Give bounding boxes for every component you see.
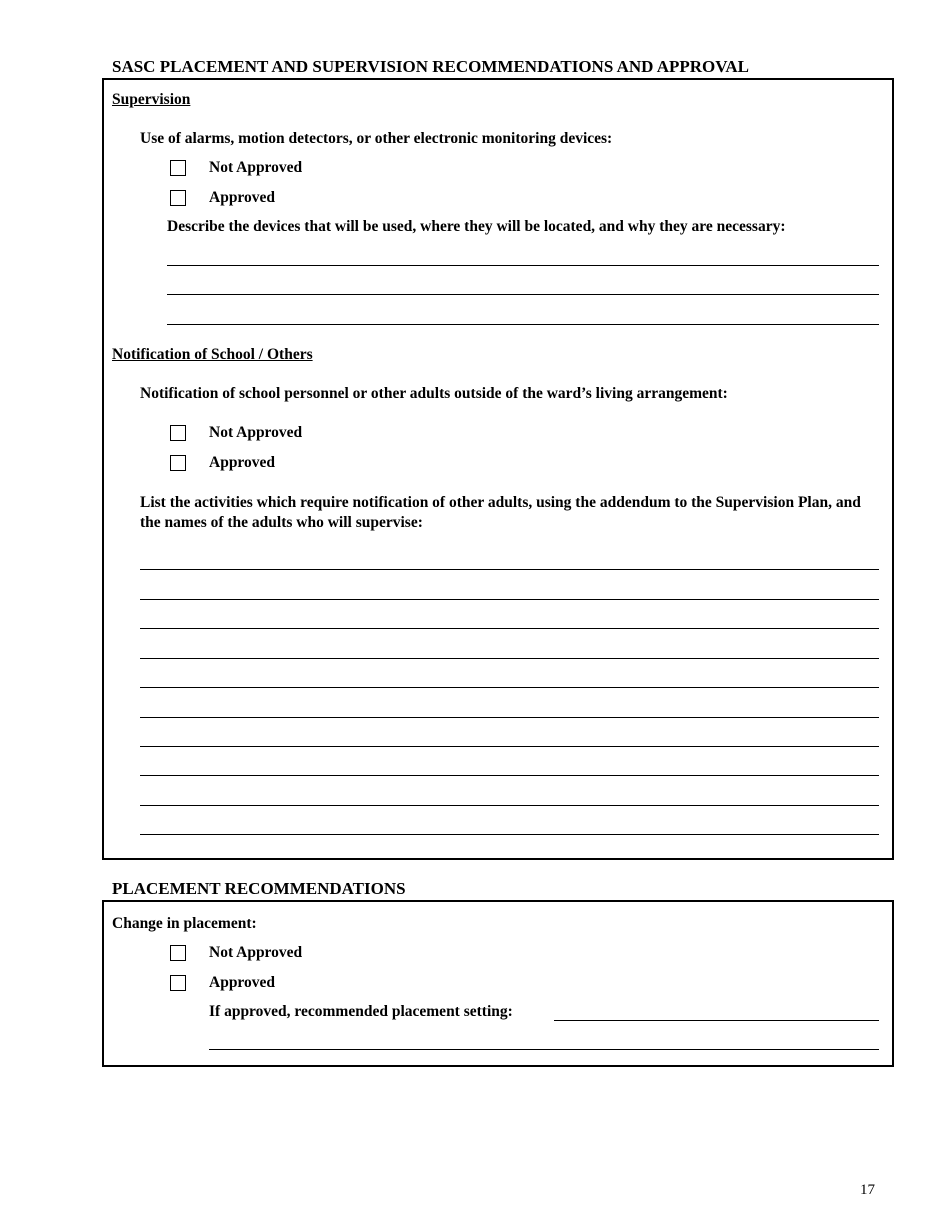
- placement-setting-line-2[interactable]: [209, 1049, 879, 1050]
- supervision-heading: Supervision: [112, 91, 191, 108]
- placement-approved-label: Approved: [209, 974, 276, 991]
- placement-approved-checkbox[interactable]: [170, 975, 186, 991]
- activities-answer-line-7[interactable]: [140, 746, 879, 747]
- placement-setting-label: If approved, recommended placement setting:: [209, 1003, 513, 1020]
- notification-not-approved-checkbox[interactable]: [170, 425, 186, 441]
- notification-heading: Notification of School / Others: [112, 346, 313, 363]
- devices-answer-line-1[interactable]: [167, 265, 879, 266]
- activities-answer-line-9[interactable]: [140, 805, 879, 806]
- activities-answer-line-8[interactable]: [140, 775, 879, 776]
- activities-answer-line-1[interactable]: [140, 569, 879, 570]
- change-in-placement-question: Change in placement:: [112, 915, 257, 932]
- activities-answer-line-5[interactable]: [140, 687, 879, 688]
- monitoring-approved-checkbox[interactable]: [170, 190, 186, 206]
- activities-answer-line-3[interactable]: [140, 628, 879, 629]
- devices-answer-line-3[interactable]: [167, 324, 879, 325]
- monitoring-devices-question: Use of alarms, motion detectors, or other electronic monitoring devices:: [140, 130, 613, 147]
- monitoring-not-approved-label: Not Approved: [209, 159, 303, 176]
- activities-answer-line-10[interactable]: [140, 834, 879, 835]
- activities-answer-line-4[interactable]: [140, 658, 879, 659]
- devices-describe-prompt: Describe the devices that will be used, where they will be located, and why they are necessary:: [167, 218, 786, 235]
- placement-setting-line-1[interactable]: [554, 1020, 879, 1021]
- monitoring-approved-label: Approved: [209, 189, 276, 206]
- placement-not-approved-checkbox[interactable]: [170, 945, 186, 961]
- activities-answer-line-2[interactable]: [140, 599, 879, 600]
- section-title-placement: PLACEMENT RECOMMENDATIONS: [112, 879, 406, 898]
- monitoring-not-approved-checkbox[interactable]: [170, 160, 186, 176]
- section-title-sasc: SASC PLACEMENT AND SUPERVISION RECOMMENDATIONS AND APPROVAL: [112, 57, 749, 76]
- devices-answer-line-2[interactable]: [167, 294, 879, 295]
- activities-answer-line-6[interactable]: [140, 717, 879, 718]
- placement-not-approved-label: Not Approved: [209, 944, 303, 961]
- notification-question: Notification of school personnel or other adults outside of the ward’s living arrangement:: [140, 385, 728, 402]
- notification-approved-label: Approved: [209, 454, 276, 471]
- page-number: 17: [860, 1182, 875, 1198]
- notification-approved-checkbox[interactable]: [170, 455, 186, 471]
- notification-not-approved-label: Not Approved: [209, 424, 303, 441]
- activities-list-prompt: List the activities which require notification of other adults, using the addendum to the Supervision Plan, and the names of the adults who will supervise:: [140, 494, 861, 531]
